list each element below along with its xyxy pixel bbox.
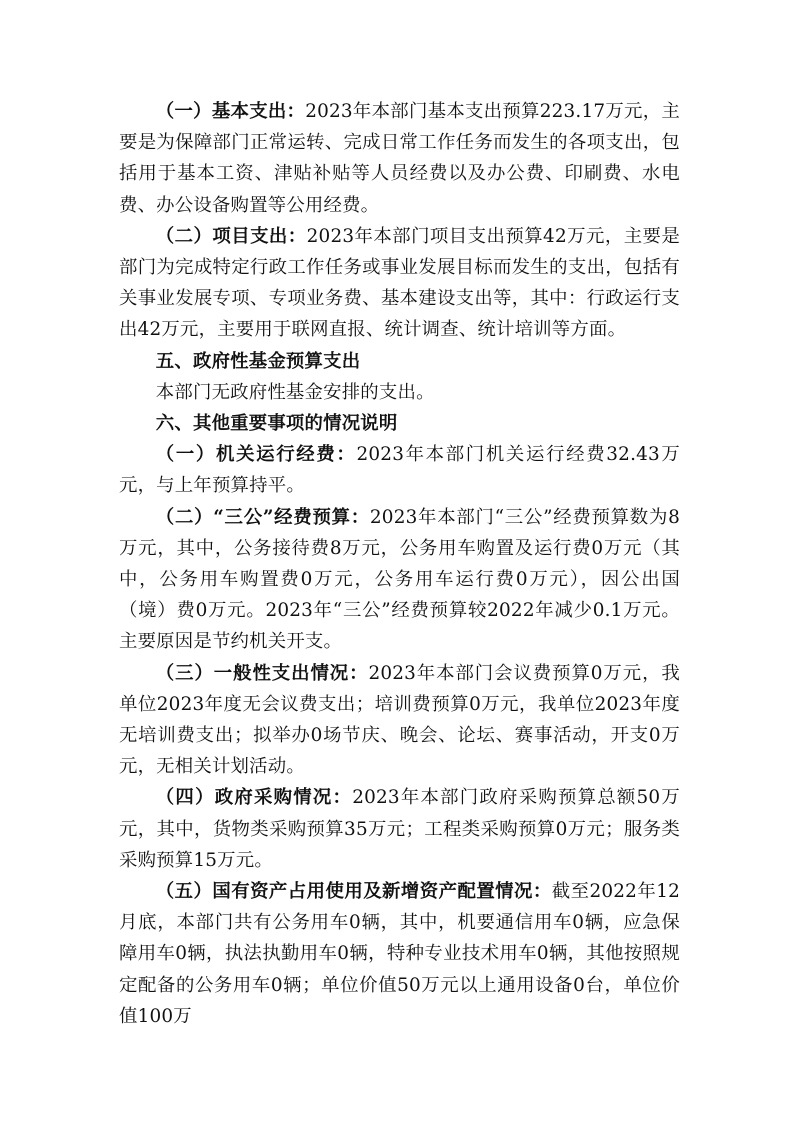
paragraph-lead: （五）国有资产占用使用及新增资产配置情况： [155,881,552,903]
paragraph-state-assets [119,876,680,1032]
paragraph-lead: （二）项目支出： [155,225,307,247]
paragraph-government-fund [119,377,680,408]
paragraph-general-expenditure [119,658,680,783]
paragraph-lead: （一）机关运行经费： [155,444,357,466]
paragraph-government-procurement [119,782,680,876]
paragraph-basic-expenditure [119,96,680,221]
paragraph-text: 2023年本部门项目支出预算42万元，主要是部门为完成特定行政工作任务或事业发展目标而发生的支出，包括有关事业发展专项、专项业务费、基本建设支出等，其中：行政运行支出42万元，主要用于联网直报、统计调查、统计培训等方面。 [119,225,680,341]
paragraph-project-expenditure [119,221,680,346]
paragraph-text: 2023年本部门会议费预算0万元，我单位2023年度无会议费支出；培训费预算0万元，我单位2023年度无培训费支出；拟举办0场节庆、晚会、论坛、赛事活动，开支0万元，无相关计划活动。 [119,662,681,778]
paragraph-lead: （二）“三公”经费预算： [155,506,370,528]
document-body [119,96,680,1032]
paragraph-operating-costs [119,439,680,501]
paragraph-text: 本部门无政府性基金安排的支出。 [155,381,435,403]
paragraph-text: 2023年本部门机关运行经费32.43万元，与上年预算持平。 [119,444,680,497]
paragraph-lead: （四）政府采购情况： [155,787,353,809]
paragraph-text: 2023年本部门基本支出预算223.17万元，主要是为保障部门正常运转、完成日常工作任务而发生的各项支出，包括用于基本工资、津贴补贴等人员经费以及办公费、印刷费、水电费、办公设备购置等公用经费。 [119,101,680,216]
paragraph-lead: （一）基本支出： [155,101,306,122]
paragraph-text: 截至2022年12月底，本部门共有公务用车0辆，其中，机要通信用车0辆，应急保障用车0辆，执法执勤用车0辆，特种专业技术用车0辆，其他按照规定配备的公务用车0辆；单位价值50万元以上通用设备0台，单位价值100万 [119,881,680,1027]
paragraph-lead: （三）一般性支出情况： [155,662,369,684]
paragraph-three-public-expenses [119,502,680,658]
paragraph-text: 2023年本部门政府采购预算总额50万元，其中，货物类采购预算35万元；工程类采购预算0万元；服务类采购预算15万元。 [119,787,680,871]
section-heading-other-matters: 六、其他重要事项的情况说明 [155,413,398,435]
section-heading-government-fund: 五、政府性基金预算支出 [155,350,361,372]
paragraph-text: 2023年本部门“三公”经费预算数为8万元，其中，公务接待费8万元，公务用车购置及运行费0万元（其中，公务用车购置费0万元，公务用车运行费0万元），因公出国（境）费0万元。2023年“三公”经费预算较2022年减少0.1万元。主要原因是节约机关开支。 [119,506,680,653]
